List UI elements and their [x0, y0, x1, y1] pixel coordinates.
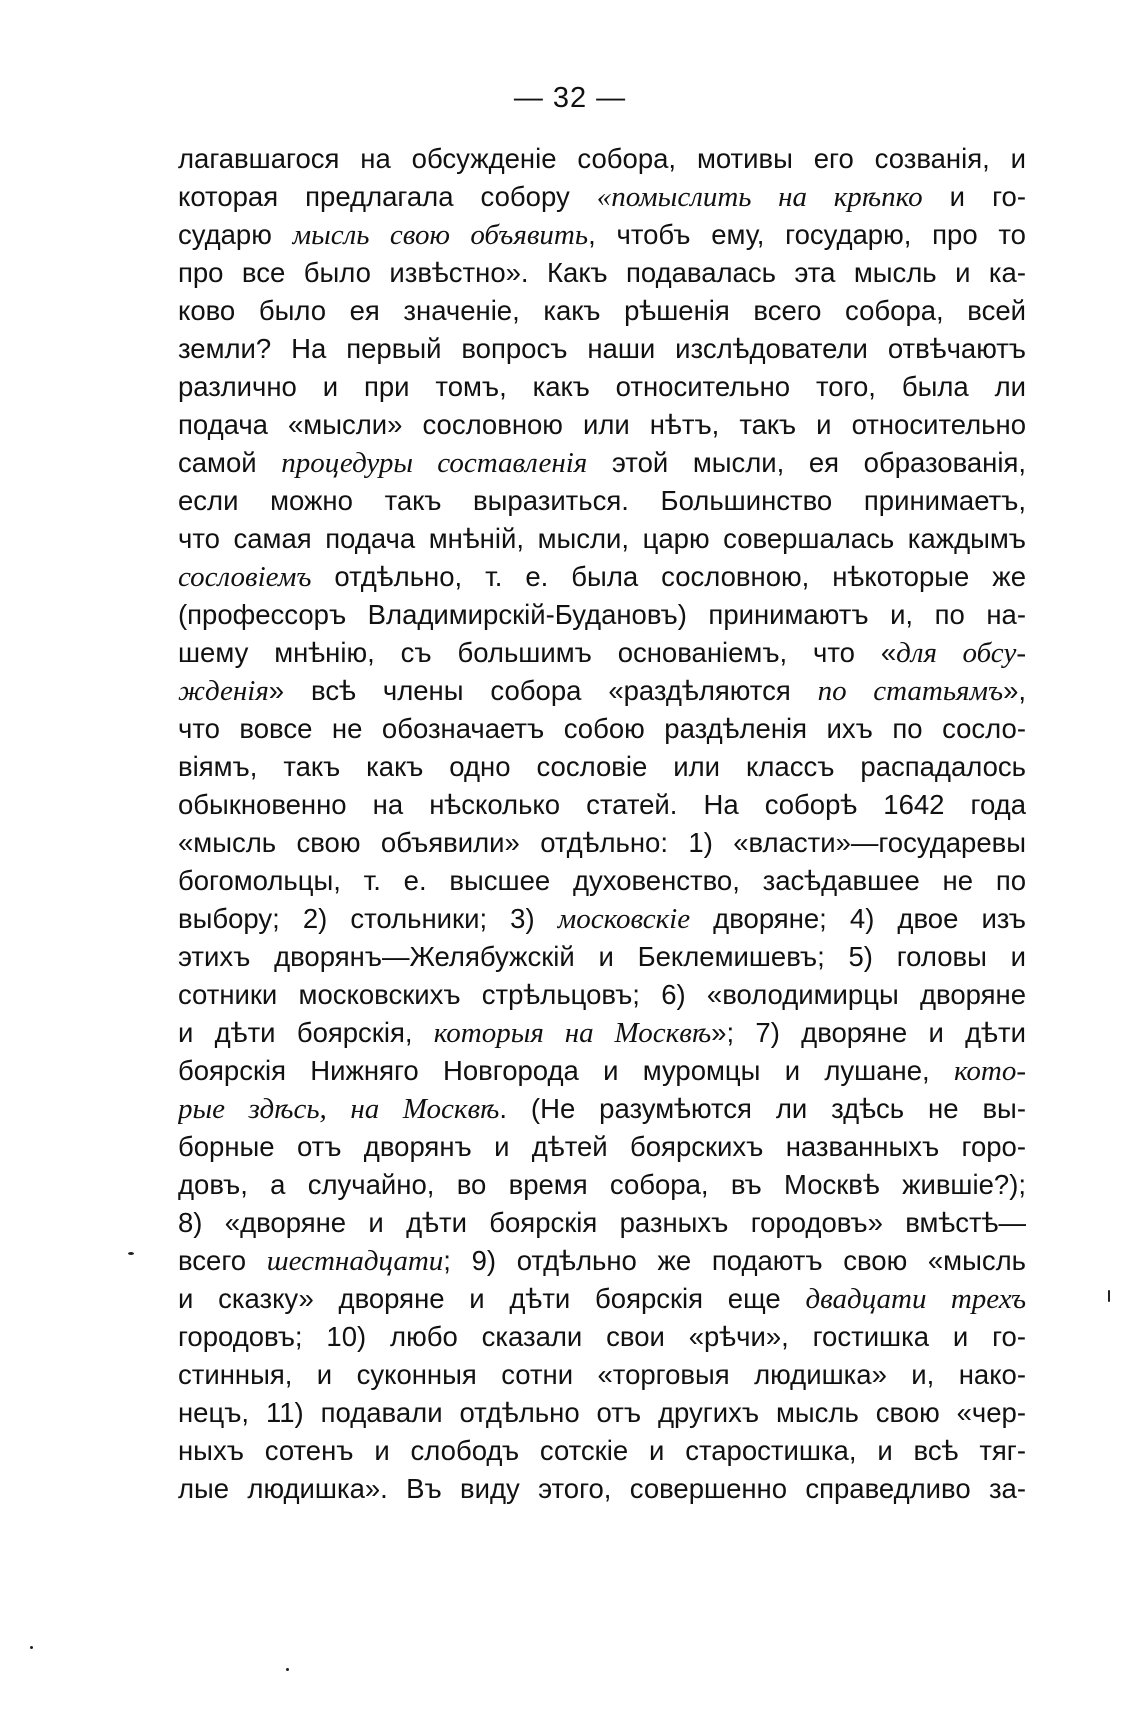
text-run: обыкновенно на нѣсколько статей. На соборѣ 1642 года — [178, 789, 1026, 820]
text-run: довъ, а случайно, во время собора, въ Москвѣ жившіе?); — [178, 1169, 1026, 1200]
text-run: городовъ; 10) любо сказали свои «рѣчи», гостишка и го- — [178, 1321, 1026, 1352]
text-line — [178, 292, 1026, 330]
text-line — [178, 178, 1026, 216]
text-line — [178, 1394, 1026, 1432]
text-run: богомольцы, т. е. высшее духовенство, засѣдавшее не по — [178, 865, 1026, 896]
scan-speck — [286, 1668, 289, 1671]
text-run: ныхъ сотенъ и слободъ сотскіе и старостишка, и всѣ тяг- — [178, 1435, 1026, 1466]
italic-emphasis: московскіе — [557, 903, 691, 935]
text-run: ково было ея значеніе, какъ рѣшенія всего собора, всей — [178, 295, 1026, 326]
text-line — [178, 1432, 1026, 1470]
text-run: борные отъ дворянъ и дѣтей боярскихъ названныхъ горо- — [178, 1131, 1026, 1162]
text-line — [178, 1356, 1026, 1394]
italic-emphasis: рые здѣсь, на Москвѣ — [178, 1093, 500, 1125]
text-run: и сказку» дворяне и дѣти боярскія еще — [178, 1283, 806, 1314]
text-run: про все было извѣстно». Какъ подавалась эта мысль и ка- — [178, 257, 1026, 288]
text-run: которая предлагала собору — [178, 181, 597, 212]
page-number: — 32 — — [513, 82, 627, 114]
text-run: (профессоръ Владимирскій-Будановъ) принимаютъ и, по на- — [178, 599, 1026, 630]
text-line — [178, 1052, 1026, 1090]
italic-emphasis: кото- — [953, 1055, 1026, 1087]
text-line — [178, 862, 1026, 900]
text-run: лые людишка». Въ виду этого, совершенно справедливо за- — [178, 1473, 1026, 1504]
text-run: , чтобъ ему, государю, про то — [588, 219, 1026, 250]
text-run: 8) «дворяне и дѣти боярскія разныхъ городовъ» вмѣстѣ— — [178, 1207, 1026, 1238]
text-line — [178, 1204, 1026, 1242]
text-run: віямъ, такъ какъ одно сословіе или классъ распадалось — [178, 751, 1026, 782]
text-run: этихъ дворянъ—Желябужскій и Беклемишевъ; 5) головы и — [178, 941, 1026, 972]
scan-speck — [1108, 1290, 1110, 1302]
text-line — [178, 824, 1026, 862]
text-run: боярскія Нижняго Новгорода и муромцы и лушане, — [178, 1055, 954, 1086]
text-line — [178, 520, 1026, 558]
italic-emphasis: сословіемъ — [178, 561, 312, 593]
text-line — [178, 938, 1026, 976]
text-line — [178, 368, 1026, 406]
text-line — [178, 1128, 1026, 1166]
text-run: лагавшагося на обсужденіе собора, мотивы его созванія, и — [178, 143, 1026, 174]
text-line — [178, 672, 1026, 710]
text-run: сударю — [178, 219, 293, 250]
scan-speck — [128, 1252, 134, 1255]
text-line — [178, 140, 1026, 178]
text-run: » всѣ члены собора «раздѣляются — [268, 675, 818, 706]
italic-emphasis: шестнадцати — [266, 1245, 444, 1277]
text-run: что самая подача мнѣній, мысли, царю совершалась каждымъ — [178, 523, 1026, 554]
italic-emphasis: «помыслить на крѣпко — [596, 181, 923, 213]
text-run: «мысль свою объявили» отдѣльно: 1) «власти»—государевы — [178, 827, 1026, 858]
italic-emphasis: которыя на Москвѣ — [433, 1017, 712, 1049]
text-run: самой — [178, 447, 282, 478]
text-run: », — [1003, 675, 1026, 706]
text-run: отдѣльно, т. е. была сословною, нѣкоторые же — [311, 561, 1026, 592]
text-line — [178, 1242, 1026, 1280]
text-run: . (Не разумѣются ли здѣсь не вы- — [499, 1093, 1026, 1124]
text-run: и дѣти боярскія, — [178, 1017, 434, 1048]
italic-emphasis: процедуры составленія — [281, 447, 588, 479]
text-line — [178, 216, 1026, 254]
text-run: дворяне; 4) двое изъ — [690, 903, 1026, 934]
text-line — [178, 976, 1026, 1014]
text-line — [178, 1280, 1026, 1318]
text-run: стинныя, и суконныя сотни «торговыя людишка» и, нако- — [178, 1359, 1026, 1390]
text-line — [178, 634, 1026, 672]
text-run: всего — [178, 1245, 267, 1276]
italic-emphasis: по статьямъ — [817, 675, 1004, 707]
italic-emphasis: мысль свою объявить — [292, 219, 589, 251]
text-line — [178, 710, 1026, 748]
text-line — [178, 330, 1026, 368]
text-line — [178, 1470, 1026, 1508]
text-line — [178, 1166, 1026, 1204]
text-line — [178, 900, 1026, 938]
text-run: если можно такъ выразиться. Большинство принимаетъ, — [178, 485, 1026, 516]
text-line — [178, 1318, 1026, 1356]
text-line — [178, 444, 1026, 482]
text-run: выбору; 2) стольники; 3) — [178, 903, 558, 934]
text-line — [178, 406, 1026, 444]
scan-speck — [30, 1646, 33, 1649]
text-run: шему мнѣнію, съ большимъ основаніемъ, что « — [178, 637, 897, 668]
text-line — [178, 1090, 1026, 1128]
text-run: земли? На первый вопросъ наши изслѣдователи отвѣчаютъ — [178, 333, 1026, 364]
text-line — [178, 748, 1026, 786]
body-text — [178, 140, 1026, 1508]
text-line — [178, 596, 1026, 634]
text-line — [178, 254, 1026, 292]
text-line — [178, 1014, 1026, 1052]
text-run: что вовсе не обозначаетъ собою раздѣленія ихъ по сосло- — [178, 713, 1026, 744]
text-run: подача «мысли» сословною или нѣтъ, такъ и относительно — [178, 409, 1026, 440]
italic-emphasis: жденія — [178, 675, 269, 707]
text-run: различно и при томъ, какъ относительно того, была ли — [178, 371, 1026, 402]
text-run: сотники московскихъ стрѣльцовъ; 6) «володимирцы дворяне — [178, 979, 1026, 1010]
text-line — [178, 558, 1026, 596]
text-run: нецъ, 11) подавали отдѣльно отъ другихъ мысль свою «чер- — [178, 1397, 1026, 1428]
italic-emphasis: для обсу- — [896, 637, 1026, 669]
text-run: и го- — [922, 181, 1026, 212]
text-line — [178, 482, 1026, 520]
text-run: »; 7) дворяне и дѣти — [711, 1017, 1026, 1048]
text-run: этой мысли, ея образованія, — [587, 447, 1026, 478]
text-line — [178, 786, 1026, 824]
text-run: ; 9) отдѣльно же подаютъ свою «мысль — [443, 1245, 1026, 1276]
italic-emphasis: двадцати трехъ — [805, 1283, 1026, 1315]
